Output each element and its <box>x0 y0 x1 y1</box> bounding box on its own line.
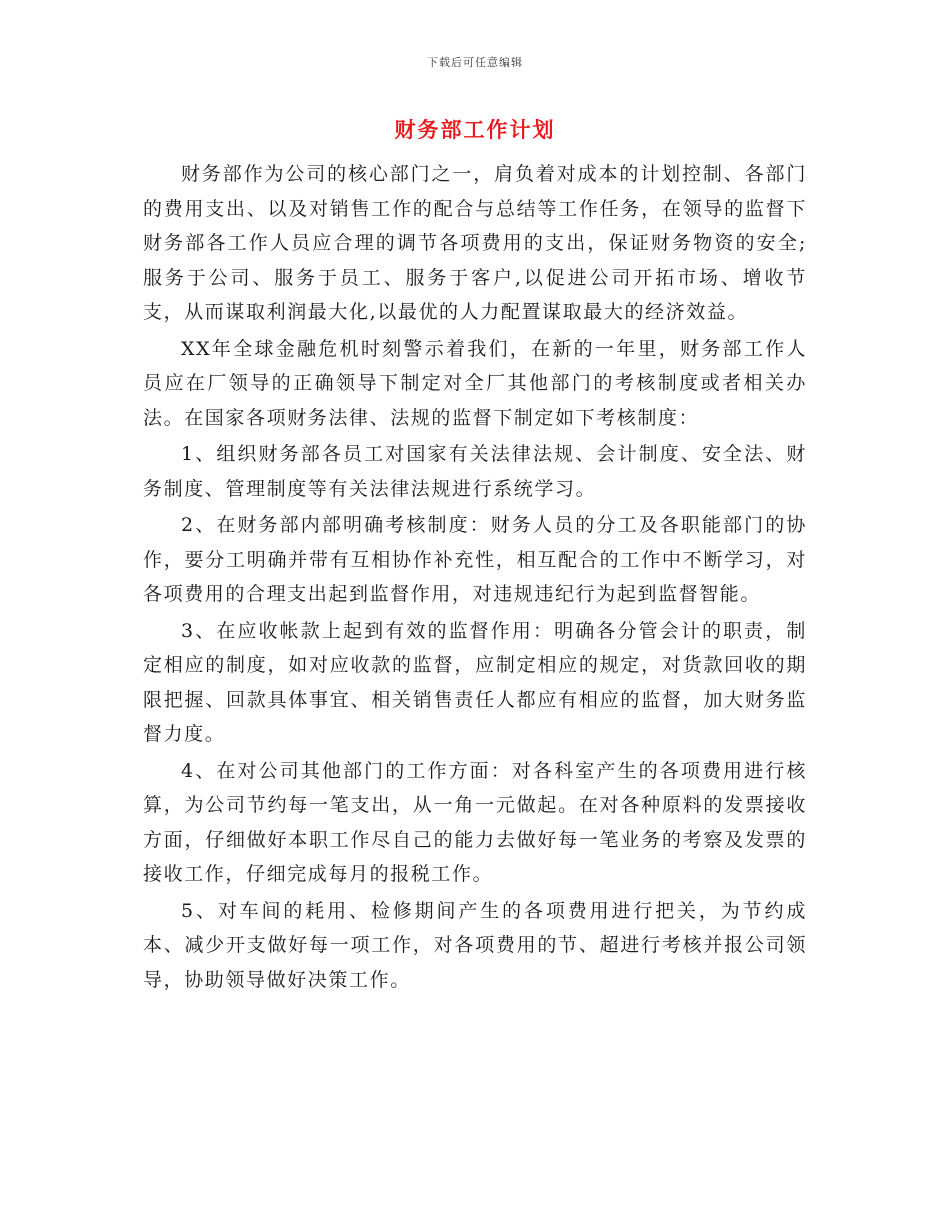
header-note: 下载后可任意编辑 <box>427 56 523 69</box>
paragraph-background: XX年全球金融危机时刻警示着我们，在新的一年里，财务部工作人员应在厂领导的正确领导下制定对全厂其他部门的考核制度或者相关办法。在国家各项财务法律、法规的监督下制定如下考核制度： <box>143 337 807 429</box>
paragraph-item-1: 1、组织财务部各员工对国家有关法律法规、会计制度、安全法、财务制度、管理制度等有关法律法规进行系统学习。 <box>143 443 807 500</box>
paragraph-item-4: 4、在对公司其他部门的工作方面：对各科室产生的各项费用进行核算，为公司节约每一笔支出，从一角一元做起。在对各种原料的发票接收方面，仔细做好本职工作尽自己的能力去做好每一笔业务的考察及发票的接收工作，仔细完成每月的报税工作。 <box>143 759 807 885</box>
paragraph-item-2: 2、在财务部内部明确考核制度：财务人员的分工及各职能部门的协作，要分工明确并带有互相协作补充性，相互配合的工作中不断学习，对各项费用的合理支出起到监督作用，对违规违纪行为起到监督智能。 <box>143 514 807 605</box>
paragraph-item-3: 3、在应收帐款上起到有效的监督作用：明确各分管会计的职责，制定相应的制度，如对应收款的监督，应制定相应的规定，对货款回收的期限把握、回款具体事宜、相关销售责任人都应有相应的监督，加大财务监督力度。 <box>143 619 807 745</box>
paragraph-item-5: 5、对车间的耗用、检修期间产生的各项费用进行把关，为节约成本、减少开支做好每一项工作，对各项费用的节、超进行考核并报公司领导，协助领导做好决策工作。 <box>143 899 807 991</box>
document-title: 财务部工作计划 <box>394 117 556 142</box>
paragraph-intro: 财务部作为公司的核心部门之一，肩负着对成本的计划控制、各部门的费用支出、以及对销售工作的配合与总结等工作任务，在领导的监督下财务部各工作人员应合理的调节各项费用的支出，保证财务物资的安全;服务于公司、服务于员工、服务于客户,以促进公司开拓市场、增收节支，从而谋取利润最大化,以最优的人力配置谋取最大的经济效益。 <box>143 163 807 323</box>
document-body <box>143 157 807 999</box>
